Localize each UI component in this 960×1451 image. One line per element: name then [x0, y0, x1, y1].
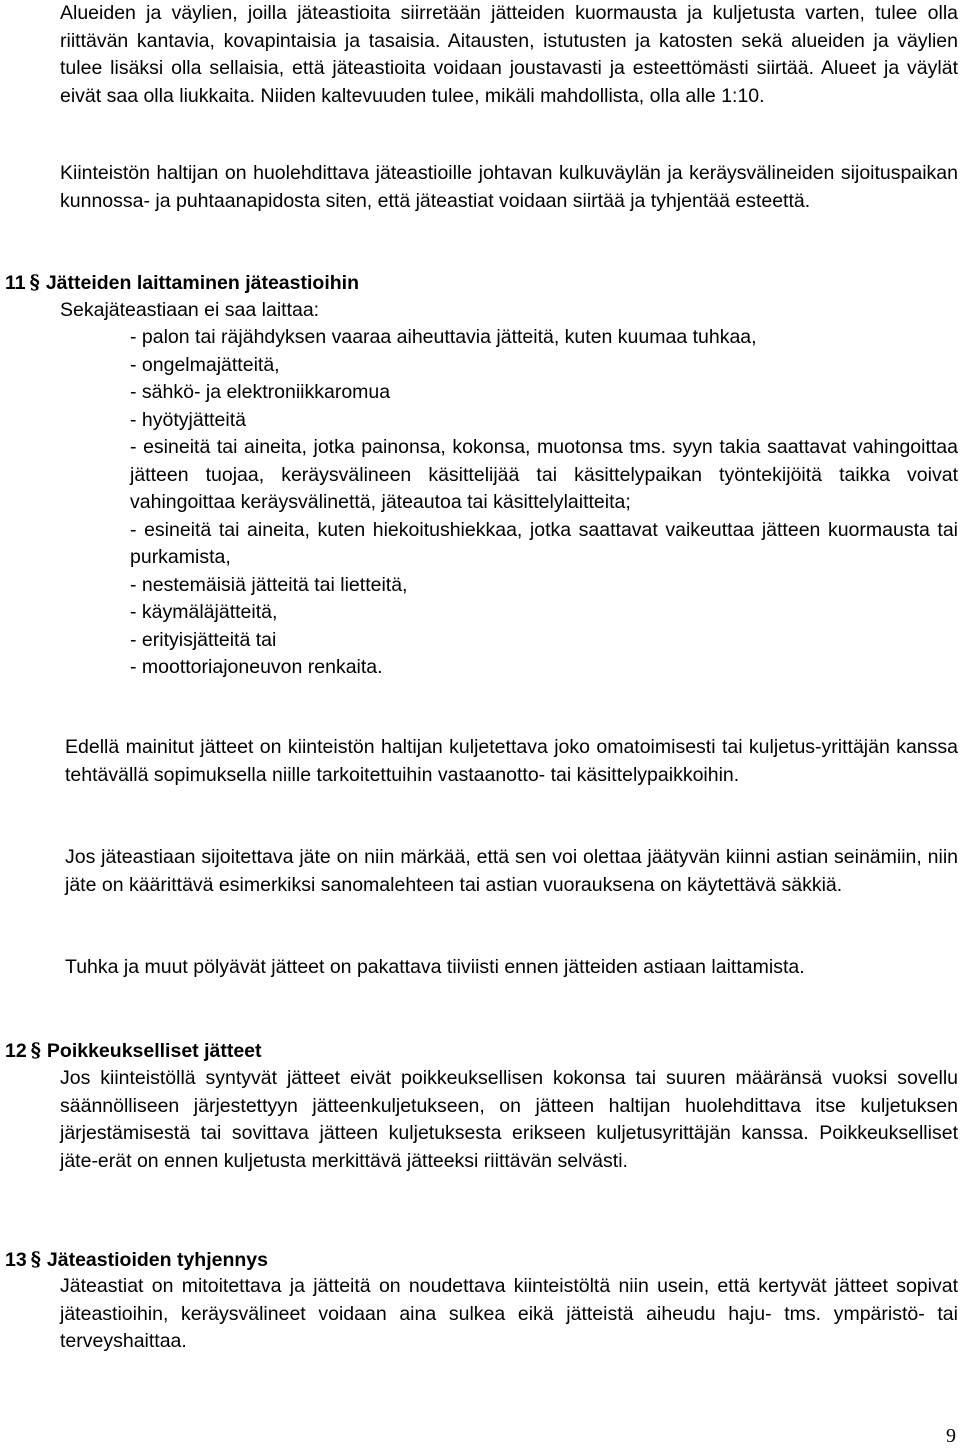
section-11-number: 11	[5, 272, 26, 294]
list-item: - moottoriajoneuvon renkaita.	[130, 656, 383, 678]
section-11-title: Jätteiden laittaminen jäteastioihin	[45, 272, 359, 294]
section-sign-icon: §	[30, 1248, 41, 1271]
page-number: 9	[946, 1425, 956, 1447]
list-item: - erityisjätteitä tai	[130, 628, 277, 651]
section-sign-icon: §	[30, 1039, 41, 1062]
section-12-text: Jos kiinteistöllä syntyvät jätteet eivät poikkeuksellisen kokonsa tai suuren määränsä vuoksi sovellu säännölliseen järjestettyyn jätteenkuljetukseen, on jätteen haltijan huolehdittava itse kuljetuksen järjestämisestä tai sovittava jätteen kuljetuksesta erikseen kuljetusyrittäjän kanssa. Poikkeukselliset jäte-erät on ennen kuljetusta merkittävä jätteeksi riittävän selvästi.	[60, 1067, 958, 1172]
list-item: - sähkö- ja elektroniikkaromua	[130, 381, 391, 403]
section-13-number: 13	[5, 1249, 27, 1271]
section-12-heading	[5, 1037, 262, 1066]
intro-paragraph-1-text: Alueiden ja väylien, joilla jäteastioita siirretään jätteiden kuormausta ja kuljetusta varten, tulee olla riittävän kantavia, kovapintaisia ja tasaisia. Aitausten, istutusten ja katosten sekä alueiden ja väylien tulee lisäksi olla sellaisia, että jäteastioita voidaan joustavasti ja esteettömästi siirtää. Alueet ja väylät eivät saa olla liukkaita. Niiden kaltevuuden tulee, mikäli mahdollista, olla alle 1:10.	[60, 2, 958, 107]
list-item: - nestemäisiä jätteitä tai lietteitä,	[130, 573, 408, 596]
list-item: - käymäläjätteitä,	[130, 601, 278, 623]
section-12-title: Poikkeukselliset jätteet	[46, 1040, 262, 1062]
section-13-text: Jäteastiat on mitoitettava ja jätteitä on noudettava kiinteistöltä niin usein, että kertyvät jätteet sopivat jäteastioihin, keräysvälineet voidaan aina sulkea eikä jätteistä aiheudu haju- tms. ympäristö- tai terveyshaittaa.	[60, 1275, 958, 1352]
section-11-lead-text: Sekajäteastiaan ei saa laittaa:	[60, 299, 320, 321]
intro-paragraph-2	[60, 160, 958, 215]
section-12-body	[60, 1065, 958, 1175]
section-13-title: Jäteastioiden tyhjennys	[46, 1249, 268, 1271]
list-item: - hyötyjätteitä	[130, 408, 246, 431]
section-13-body	[60, 1273, 958, 1356]
prohibited-waste-list	[130, 324, 958, 682]
section-11-paragraph-2	[65, 844, 958, 899]
list-item: - palon tai räjähdyksen vaaraa aiheuttavia jätteitä, kuten kuumaa tuhkaa,	[130, 326, 757, 348]
list-item: - ongelmajätteitä,	[130, 353, 280, 376]
list-item: - esineitä tai aineita, jotka painonsa, kokonsa, muotonsa tms. syyn takia saattavat vahingoittaa jätteen tuojaa, keräysvälineen käsittelijää tai käsittelypaikan työntekijöitä taikka voivat vahingoittaa keräysvälinettä, jäteautoa tai käsittelylaitteita;	[130, 436, 958, 513]
section-sign-icon: §	[29, 271, 40, 294]
section-12-number: 12	[5, 1040, 27, 1062]
section-11-paragraph-3	[65, 954, 958, 982]
intro-paragraph-2-text: Kiinteistön haltijan on huolehdittava jäteastioille johtavan kulkuväylän ja keräysvälineiden sijoituspaikan kunnossa- ja puhtaanapidosta siten, että jäteastiat voidaan siirtää ja tyhjentää esteettä.	[60, 162, 958, 212]
section-11-paragraph-1	[65, 734, 958, 789]
section-11-paragraph-3-text: Tuhka ja muut pölyävät jätteet on pakattava tiiviisti ennen jätteiden astiaan laittamista.	[65, 956, 805, 978]
section-11-heading	[5, 269, 359, 298]
section-11-lead	[60, 297, 958, 325]
section-13-heading	[5, 1246, 268, 1275]
section-11-paragraph-1-text: Edellä mainitut jätteet on kiinteistön haltijan kuljetettava joko omatoimisesti tai kuljetus-yrittäjän kanssa tehtävällä sopimuksella niille tarkoitettuihin vastaanotto- tai käsittelypaikkoihin.	[65, 736, 958, 786]
intro-paragraph-1	[60, 0, 958, 110]
section-11-paragraph-2-text: Jos jäteastiaan sijoitettava jäte on niin märkää, että sen voi olettaa jäätyvän kiinni astian seinämiin, niin jäte on käärittävä esimerkiksi sanomalehteen tai astian vuorauksena on käytettävä säkkiä.	[65, 846, 958, 896]
list-item: - esineitä tai aineita, kuten hiekoitushiekkaa, jotka saattavat vaikeuttaa jätteen kuormausta tai purkamista,	[130, 518, 958, 568]
